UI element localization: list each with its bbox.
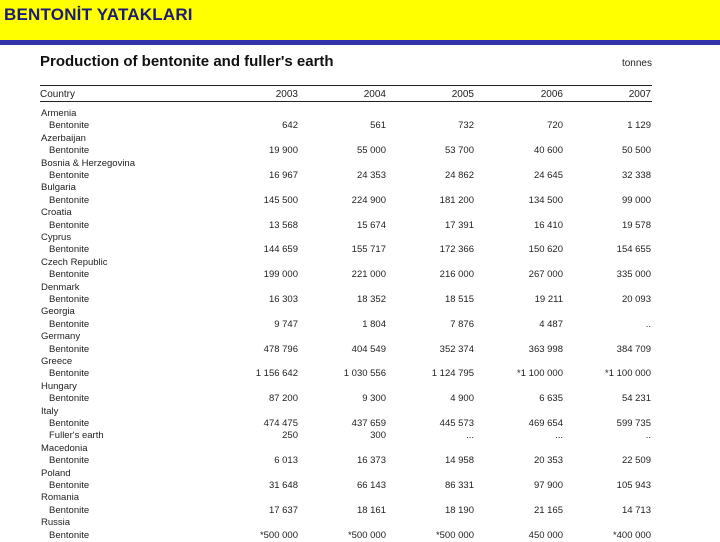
table-cell: 172 366 [439, 244, 474, 256]
table-cell: 445 573 [439, 418, 474, 429]
commodity-label: Bentonite [49, 120, 90, 132]
table-cell: 9 300 [362, 393, 386, 405]
table-cell: 86 331 [444, 480, 474, 491]
country-label: Azerbaijan [41, 132, 86, 144]
commodity-label: Bentonite [49, 529, 90, 541]
table-cell: 4 487 [539, 318, 563, 330]
table-cell: 6 635 [539, 393, 563, 405]
table-cell: *500 000 [259, 529, 298, 541]
commodity-label: Bentonite [49, 368, 90, 380]
table-cell: 99 000 [621, 194, 651, 206]
table-cell: 437 659 [351, 418, 386, 429]
table-cell: 363 998 [528, 343, 563, 355]
country-label: Italy [41, 405, 59, 417]
commodity-label: Bentonite [49, 219, 90, 231]
table-cell: 224 900 [351, 194, 386, 206]
table-cell: 335 000 [616, 269, 651, 281]
table-cell: 66 143 [356, 480, 386, 491]
table-cell: *1 100 000 [605, 368, 651, 380]
units-label: tonnes [621, 58, 652, 69]
table-cell: 1 156 642 [255, 368, 298, 380]
table-cell: 53 700 [444, 145, 474, 157]
table-cell: 13 568 [268, 219, 298, 231]
table-cell: 4 900 [450, 393, 474, 405]
country-label: Denmark [41, 281, 80, 293]
commodity-label: Bentonite [49, 455, 90, 467]
table-cell: 24 353 [356, 170, 386, 181]
table-cell: 20 093 [621, 294, 651, 305]
table-cell: ... [555, 430, 563, 442]
table-cell: 1 124 795 [431, 368, 474, 380]
table-cell: *1 100 000 [517, 368, 563, 380]
table-cell: *400 000 [612, 529, 651, 541]
table-cell: 17 637 [268, 504, 298, 516]
title-banner [0, 0, 720, 40]
table-cell: 16 303 [268, 294, 298, 305]
table-cell: 1 030 556 [343, 368, 386, 380]
table-cell: 19 578 [621, 219, 651, 231]
country-label: Romania [41, 492, 80, 504]
table-cell: 16 967 [268, 170, 298, 181]
table-cell: 404 549 [351, 343, 386, 355]
table-cell: 14 713 [621, 504, 651, 516]
table-cell: 22 509 [621, 455, 651, 467]
commodity-label: Bentonite [49, 504, 90, 516]
table-cell: 105 943 [616, 480, 651, 491]
country-label: Germany [41, 331, 81, 343]
table-cell: 21 165 [533, 504, 563, 516]
table-cell: 221 000 [351, 269, 386, 281]
table-cell: 144 659 [263, 244, 298, 256]
table-cell: 19 211 [534, 294, 563, 305]
commodity-label: Bentonite [49, 343, 90, 355]
commodity-label: Bentonite [49, 418, 90, 429]
table-cell: 155 717 [351, 244, 386, 256]
table-cell: 54 231 [621, 393, 651, 405]
table-cell: 150 620 [528, 244, 563, 256]
banner-divider [0, 40, 720, 45]
table-cell: 134 500 [528, 194, 563, 206]
table-cell: 17 391 [444, 219, 474, 231]
column-header-country: Country [40, 89, 76, 100]
country-label: Macedonia [41, 442, 88, 454]
table-cell: 300 [370, 430, 386, 442]
table-cell: 9 747 [274, 318, 298, 330]
table-cell: 24 862 [444, 170, 474, 181]
commodity-label: Bentonite [49, 480, 90, 491]
table-cell: 352 374 [439, 343, 474, 355]
table-cell: 14 958 [444, 455, 474, 467]
commodity-label: Bentonite [49, 170, 90, 181]
table-cell: 154 655 [616, 244, 651, 256]
table-header-rule [40, 101, 652, 102]
table-cell: 145 500 [263, 194, 298, 206]
country-label: Bulgaria [41, 182, 76, 194]
table-cell: 6 013 [274, 455, 298, 467]
column-header-2003: 2003 [275, 89, 298, 100]
table-cell: ... [466, 430, 474, 442]
commodity-label: Bentonite [49, 393, 90, 405]
table-cell: 599 735 [616, 418, 651, 429]
table-cell: 478 796 [263, 343, 298, 355]
country-label: Croatia [41, 207, 72, 219]
table-cell: 1 804 [362, 318, 386, 330]
column-header-2006: 2006 [540, 89, 563, 100]
table-cell: 199 000 [263, 269, 298, 281]
country-label: Greece [41, 356, 73, 367]
table-cell: 50 500 [621, 145, 651, 157]
table-cell: *500 000 [435, 529, 474, 541]
table-cell: 181 200 [439, 194, 474, 206]
table-cell: 384 709 [616, 343, 651, 355]
table-cell: 267 000 [528, 269, 563, 281]
table-cell: 16 410 [533, 219, 563, 231]
table-cell: 18 161 [356, 504, 386, 516]
table-cell: 250 [282, 430, 298, 442]
column-header-2005: 2005 [451, 89, 474, 100]
commodity-label: Bentonite [49, 194, 90, 206]
table-cell: 732 [458, 120, 474, 132]
table-cell: 55 000 [356, 145, 386, 157]
table-cell: 561 [370, 120, 386, 132]
table-cell: 474 475 [263, 418, 298, 429]
table-cell: 469 654 [528, 418, 563, 429]
country-label: Bosnia & Herzegovina [41, 157, 135, 169]
table-cell: 19 900 [268, 145, 298, 157]
column-header-2007: 2007 [628, 89, 651, 100]
commodity-label: Bentonite [49, 145, 90, 157]
table-cell: 7 876 [450, 318, 474, 330]
commodity-label: Bentonite [49, 318, 90, 330]
table-cell: 87 200 [268, 393, 298, 405]
table-cell: .. [645, 318, 651, 330]
country-label: Armenia [41, 108, 77, 119]
column-header-2004: 2004 [363, 89, 386, 100]
table-cell: 216 000 [439, 269, 474, 281]
commodity-label: Fuller's earth [49, 430, 104, 442]
document-title: Production of bentonite and fuller's earth [40, 53, 334, 70]
table-cell: 40 600 [533, 145, 563, 157]
table-cell: 31 648 [268, 480, 298, 491]
table-cell: 18 352 [356, 294, 386, 305]
table-cell: 97 900 [533, 480, 563, 491]
table-cell: 16 373 [356, 455, 386, 467]
table-cell: 18 515 [444, 294, 474, 305]
table-cell: *500 000 [347, 529, 386, 541]
table-cell: 450 000 [528, 529, 563, 541]
table-top-rule [40, 85, 652, 86]
country-label: Czech Republic [41, 256, 108, 268]
table-cell: 642 [282, 120, 298, 132]
table-cell: 32 338 [621, 170, 651, 181]
commodity-label: Bentonite [49, 244, 90, 256]
table-cell: 1 129 [627, 120, 651, 132]
country-label: Hungary [41, 380, 77, 392]
commodity-label: Bentonite [49, 269, 90, 281]
table-cell: .. [645, 430, 651, 442]
country-label: Cyprus [41, 232, 72, 243]
commodity-label: Bentonite [49, 294, 90, 305]
slide-title: BENTONİT YATAKLARI [4, 5, 193, 24]
country-label: Georgia [41, 306, 75, 318]
table-cell: 20 353 [533, 455, 563, 467]
table-cell: 720 [547, 120, 563, 132]
country-label: Russia [41, 517, 71, 529]
table-cell: 18 190 [444, 504, 474, 516]
table-cell: 15 674 [356, 219, 386, 231]
table-cell: 24 645 [533, 170, 563, 181]
country-label: Poland [41, 467, 71, 479]
